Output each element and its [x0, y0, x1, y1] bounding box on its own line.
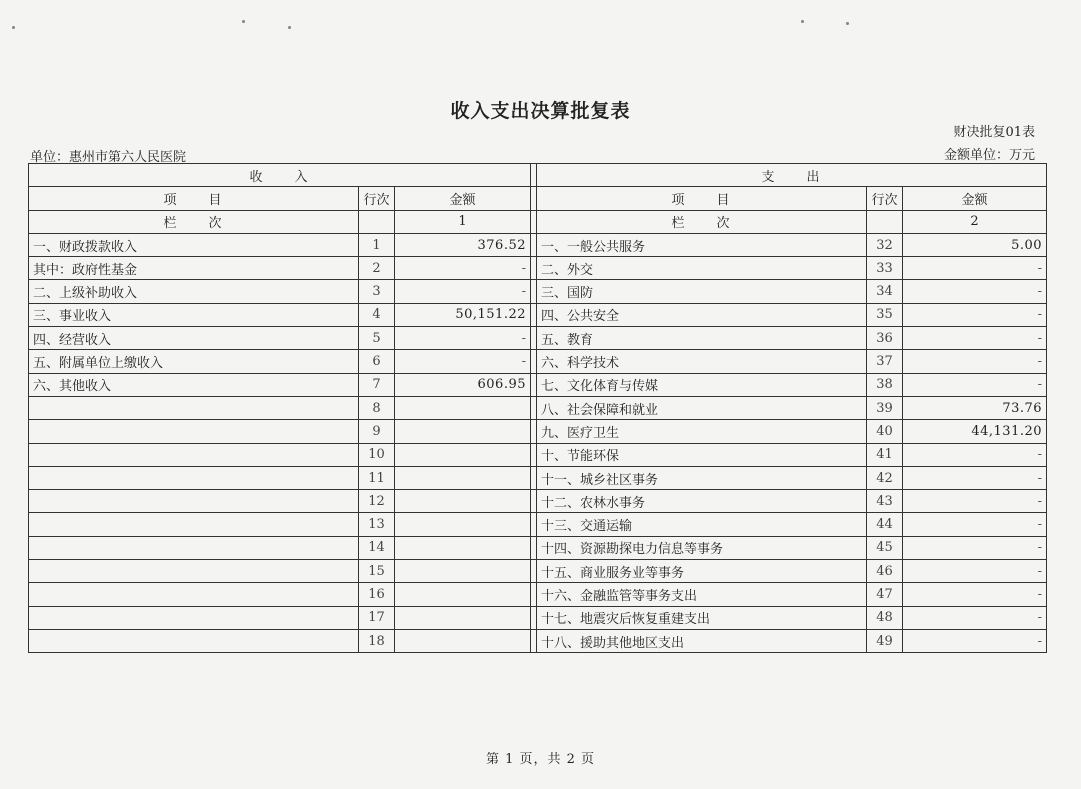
expense-row-no: 39 — [867, 396, 903, 419]
table-row — [29, 396, 1047, 419]
income-item: 二、上级补助收入 — [29, 280, 359, 303]
expense-column-number: 2 — [903, 210, 1047, 233]
income-item — [29, 513, 359, 536]
income-amount: - — [395, 280, 531, 303]
expense-amount: - — [903, 466, 1047, 489]
income-amount: - — [395, 350, 531, 373]
income-row-no: 11 — [359, 466, 395, 489]
expense-row-no: 49 — [867, 629, 903, 652]
expense-amount: - — [903, 606, 1047, 629]
table-row — [29, 257, 1047, 280]
income-amount — [395, 420, 531, 443]
income-item: 六、其他收入 — [29, 373, 359, 396]
income-item: 其中：政府性基金 — [29, 257, 359, 280]
expense-item: 十五、商业服务业等事务 — [537, 560, 867, 583]
income-item — [29, 560, 359, 583]
budget-approval-table — [28, 163, 1047, 653]
expense-amount: 5.00 — [903, 233, 1047, 256]
income-row-no: 12 — [359, 490, 395, 513]
expense-amount: - — [903, 303, 1047, 326]
income-row-no: 9 — [359, 420, 395, 443]
income-row-no: 2 — [359, 257, 395, 280]
income-item-header: 项 目 — [29, 187, 359, 210]
amount-unit: 金额单位：万元 — [943, 148, 1035, 163]
expense-item: 八、社会保障和就业 — [537, 396, 867, 419]
expense-row-no-header: 行次 — [867, 187, 903, 210]
income-amount: 376.52 — [395, 233, 531, 256]
table-row — [29, 233, 1047, 256]
page-footer: 第 1 页，共 2 页 — [485, 752, 596, 767]
table-row — [29, 466, 1047, 489]
expense-amount-header: 金额 — [903, 187, 1047, 210]
table-row — [29, 443, 1047, 466]
income-item — [29, 420, 359, 443]
expense-item: 三、国防 — [537, 280, 867, 303]
table-row — [29, 350, 1047, 373]
income-item — [29, 490, 359, 513]
expense-row-no: 32 — [867, 233, 903, 256]
income-amount-header: 金额 — [395, 187, 531, 210]
income-amount: 50,151.22 — [395, 303, 531, 326]
form-code: 财决批复01表 — [953, 125, 1035, 140]
income-item: 一、财政拨款收入 — [29, 233, 359, 256]
income-row-no: 6 — [359, 350, 395, 373]
income-column-label: 栏 次 — [29, 210, 359, 233]
income-amount — [395, 536, 531, 559]
income-row-no: 5 — [359, 327, 395, 350]
income-row-no: 10 — [359, 443, 395, 466]
table-row — [29, 373, 1047, 396]
expense-row-no: 36 — [867, 327, 903, 350]
expense-item: 十、节能环保 — [537, 443, 867, 466]
expense-item: 六、科学技术 — [537, 350, 867, 373]
expense-item: 十二、农林水事务 — [537, 490, 867, 513]
income-amount: 606.95 — [395, 373, 531, 396]
expense-item: 十一、城乡社区事务 — [537, 466, 867, 489]
expense-amount: - — [903, 490, 1047, 513]
expense-item: 一、一般公共服务 — [537, 233, 867, 256]
expense-row-no: 33 — [867, 257, 903, 280]
expense-row-no: 48 — [867, 606, 903, 629]
header-row-column-index — [29, 210, 1047, 233]
expense-amount: - — [903, 583, 1047, 606]
expense-column-blank — [867, 210, 903, 233]
income-row-no: 8 — [359, 396, 395, 419]
expense-amount: - — [903, 280, 1047, 303]
table-row — [29, 420, 1047, 443]
expense-amount: - — [903, 373, 1047, 396]
income-item — [29, 606, 359, 629]
scan-speck — [801, 20, 804, 23]
income-row-no: 7 — [359, 373, 395, 396]
table-row — [29, 560, 1047, 583]
table-row — [29, 303, 1047, 326]
income-section-header: 收 入 — [29, 164, 531, 187]
scan-speck — [846, 22, 849, 25]
income-item — [29, 629, 359, 652]
expense-row-no: 46 — [867, 560, 903, 583]
income-amount: - — [395, 257, 531, 280]
income-column-number: 1 — [395, 210, 531, 233]
unit-name: 单位：惠州市第六人民医院 — [30, 150, 187, 165]
income-row-no: 16 — [359, 583, 395, 606]
table-row — [29, 583, 1047, 606]
expense-row-no: 41 — [867, 443, 903, 466]
expense-amount: - — [903, 629, 1047, 652]
expense-row-no: 34 — [867, 280, 903, 303]
expense-item: 四、公共安全 — [537, 303, 867, 326]
income-column-blank — [359, 210, 395, 233]
income-row-no-header: 行次 — [359, 187, 395, 210]
income-row-no: 4 — [359, 303, 395, 326]
table-row — [29, 327, 1047, 350]
income-item — [29, 583, 359, 606]
table-row — [29, 513, 1047, 536]
table-row — [29, 536, 1047, 559]
income-item — [29, 396, 359, 419]
income-row-no: 13 — [359, 513, 395, 536]
header-row-columns — [29, 187, 1047, 210]
income-amount — [395, 490, 531, 513]
income-amount — [395, 466, 531, 489]
expense-section-header: 支 出 — [537, 164, 1047, 187]
income-row-no: 18 — [359, 629, 395, 652]
expense-row-no: 42 — [867, 466, 903, 489]
income-item — [29, 443, 359, 466]
income-amount: - — [395, 327, 531, 350]
expense-row-no: 35 — [867, 303, 903, 326]
expense-row-no: 40 — [867, 420, 903, 443]
income-row-no: 17 — [359, 606, 395, 629]
expense-item: 十七、地震灾后恢复重建支出 — [537, 606, 867, 629]
expense-row-no: 45 — [867, 536, 903, 559]
expense-amount: - — [903, 350, 1047, 373]
scan-speck — [288, 26, 291, 29]
income-amount — [395, 606, 531, 629]
table-row — [29, 490, 1047, 513]
income-row-no: 1 — [359, 233, 395, 256]
expense-item: 二、外交 — [537, 257, 867, 280]
expense-amount: 73.76 — [903, 396, 1047, 419]
scan-speck — [242, 20, 245, 23]
income-row-no: 14 — [359, 536, 395, 559]
income-amount — [395, 560, 531, 583]
expense-item: 十八、援助其他地区支出 — [537, 629, 867, 652]
page-title: 收入支出决算批复表 — [450, 100, 631, 122]
expense-row-no: 44 — [867, 513, 903, 536]
income-amount — [395, 396, 531, 419]
expense-item-header: 项 目 — [537, 187, 867, 210]
expense-item: 九、医疗卫生 — [537, 420, 867, 443]
income-amount — [395, 513, 531, 536]
expense-item: 七、文化体育与传媒 — [537, 373, 867, 396]
expense-amount: - — [903, 513, 1047, 536]
expense-row-no: 37 — [867, 350, 903, 373]
expense-row-no: 38 — [867, 373, 903, 396]
scan-speck — [12, 26, 15, 29]
expense-amount: - — [903, 257, 1047, 280]
expense-amount: - — [903, 443, 1047, 466]
expense-amount: - — [903, 327, 1047, 350]
header-row-sections — [29, 164, 1047, 187]
expense-amount: - — [903, 536, 1047, 559]
income-item — [29, 536, 359, 559]
income-amount — [395, 629, 531, 652]
expense-item: 五、教育 — [537, 327, 867, 350]
table-row — [29, 629, 1047, 652]
expense-row-no: 43 — [867, 490, 903, 513]
income-item: 三、事业收入 — [29, 303, 359, 326]
income-amount — [395, 443, 531, 466]
expense-amount: 44,131.20 — [903, 420, 1047, 443]
income-item — [29, 466, 359, 489]
income-item: 五、附属单位上缴收入 — [29, 350, 359, 373]
expense-item: 十三、交通运输 — [537, 513, 867, 536]
expense-amount: - — [903, 560, 1047, 583]
expense-column-label: 栏 次 — [537, 210, 867, 233]
table-row — [29, 606, 1047, 629]
income-row-no: 3 — [359, 280, 395, 303]
expense-item: 十四、资源勘探电力信息等事务 — [537, 536, 867, 559]
income-item: 四、经营收入 — [29, 327, 359, 350]
income-row-no: 15 — [359, 560, 395, 583]
expense-row-no: 47 — [867, 583, 903, 606]
expense-item: 十六、金融监管等事务支出 — [537, 583, 867, 606]
income-amount — [395, 583, 531, 606]
table-row — [29, 280, 1047, 303]
